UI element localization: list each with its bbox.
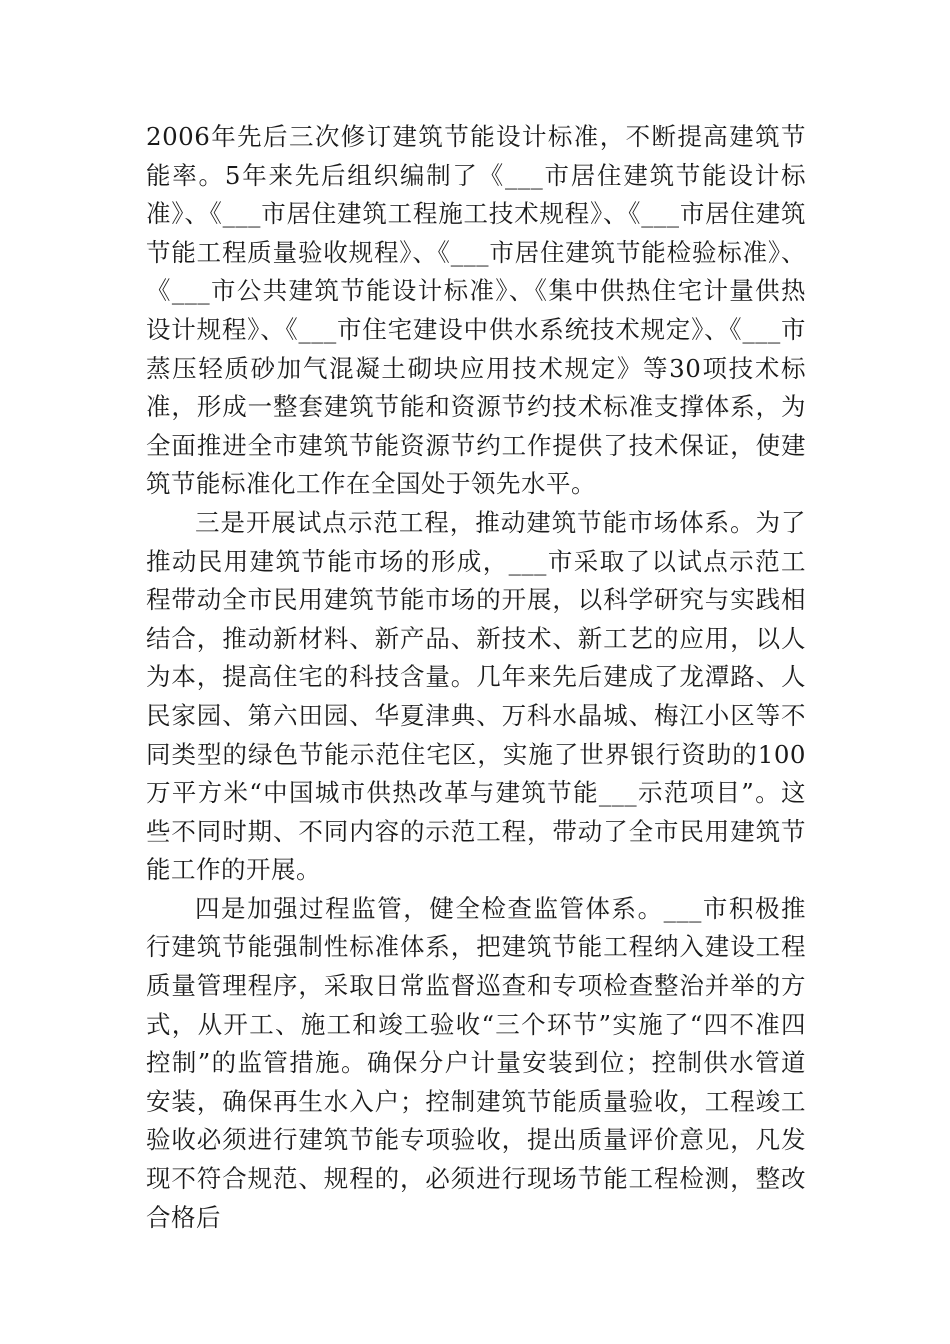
document-body	[146, 118, 806, 1237]
paragraph-3: 四是加强过程监管，健全检查监管体系。___市积极推行建筑节能强制性标准体系，把建筑节能工程纳入建设工程质量管理程序，采取日常监督巡查和专项检查整治并举的方式，从开工、施工和竣工验收“三个环节”实施了“四不准四控制”的监管措施。确保分户计量安装到位；控制供水管道安装，确保再生水入户；控制建筑节能质量验收，工程竣工验收必须进行建筑节能专项验收，提出质量评价意见，凡发现不符合规范、规程的，必须进行现场节能工程检测，整改合格后	[146, 893, 806, 1232]
paragraph-2: 三是开展试点示范工程，推动建筑节能市场体系。为了推动民用建筑节能市场的形成，___市采取了以试点示范工程带动全市民用建筑节能市场的开展，以科学研究与实践相结合，推动新材料、新产品、新技术、新工艺的应用，以人为本，提高住宅的科技含量。几年来先后建成了龙潭路、人民家园、第六田园、华夏津典、万科水晶城、梅江小区等不同类型的绿色节能示范住宅区，实施了世界银行资助的100万平方米“中国城市供热改革与建筑节能___示范项目”。这些不同时期、不同内容的示范工程，带动了全市民用建筑节能工作的开展。	[146, 507, 806, 885]
paragraph-1: 2006年先后三次修订建筑节能设计标准，不断提高建筑节能率。5年来先后组织编制了《___市居住建筑节能设计标准》、《___市居住建筑工程施工技术规程》、《___市居住建筑节能工程质量验收规程》、《___市居住建筑节能检验标准》、《___市公共建筑节能设计标准》、《集中供热住宅计量供热设计规程》、《___市住宅建设中供水系统技术规定》、《___市蒸压轻质砂加气混凝土砌块应用技术规定》等30项技术标准，形成一整套建筑节能和资源节约技术标准支撑体系，为全面推进全市建筑节能资源节约工作提供了技术保证，使建筑节能标准化工作在全国处于领先水平。	[146, 122, 806, 499]
